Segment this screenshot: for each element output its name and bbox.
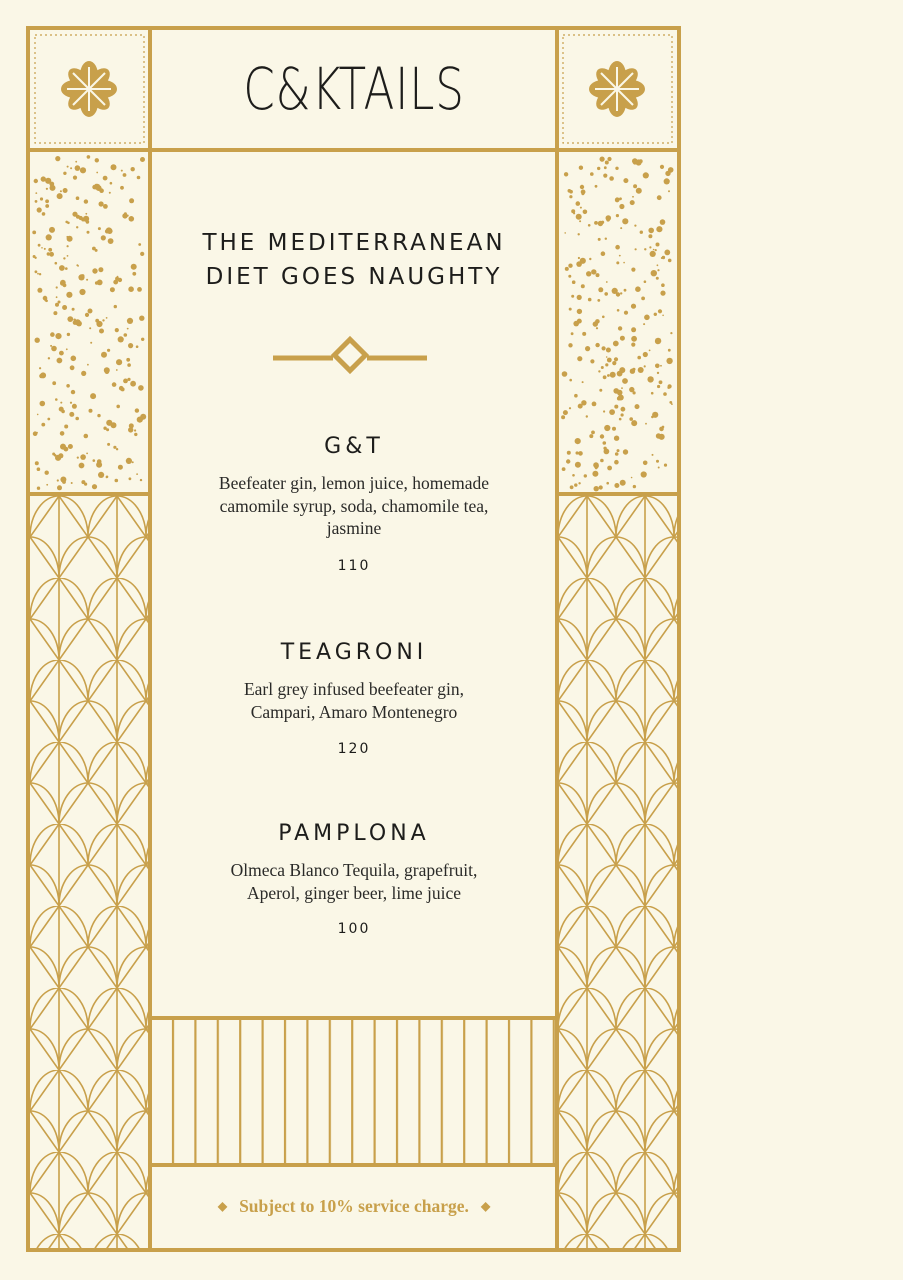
subtitle-line-1: THE MEDITERRANEAN	[202, 230, 506, 256]
subtitle-line-2: DIET GOES NAUGHTY	[205, 264, 503, 290]
menu-item-description	[182, 472, 526, 540]
logo-title: C&KTAILS	[243, 55, 465, 123]
menu-item-description	[182, 678, 526, 723]
clover-flower-icon	[57, 57, 121, 121]
description-line: camomile syrup, soda, chamomile tea,	[219, 495, 489, 516]
menu-item-price: 120	[337, 741, 371, 757]
menu-item-name: PAMPLONA	[278, 821, 430, 846]
menu-subtitle	[152, 226, 556, 294]
description-line: Beefeater gin, lemon juice, homemade	[218, 473, 490, 493]
description-line: Campari, Amaro Montenegro	[250, 701, 458, 722]
clover-flower-icon	[585, 57, 649, 121]
service-charge-text: Subject to 10% service charge.	[239, 1196, 469, 1216]
menu-item-name: G&T	[324, 434, 384, 459]
description-line: Aperol, ginger beer, lime juice	[246, 882, 462, 903]
description-line: Olmeca Blanco Tequila, grapefruit,	[230, 860, 478, 880]
menu-item-name: TEAGRONI	[280, 640, 428, 665]
menu-item-price: 100	[337, 921, 371, 937]
diamond-icon: ◆	[217, 1199, 228, 1213]
diamond-icon: ◆	[480, 1199, 491, 1213]
description-line: Earl grey infused beefeater gin,	[243, 679, 465, 699]
service-charge-note	[152, 1196, 556, 1217]
menu-item-description	[182, 859, 526, 904]
dot-pattern-right	[561, 157, 673, 492]
menu-item-price: 110	[337, 558, 371, 574]
dot-pattern-left	[32, 155, 146, 490]
diamond-divider-icon	[273, 339, 427, 370]
description-line: jasmine	[326, 518, 382, 538]
